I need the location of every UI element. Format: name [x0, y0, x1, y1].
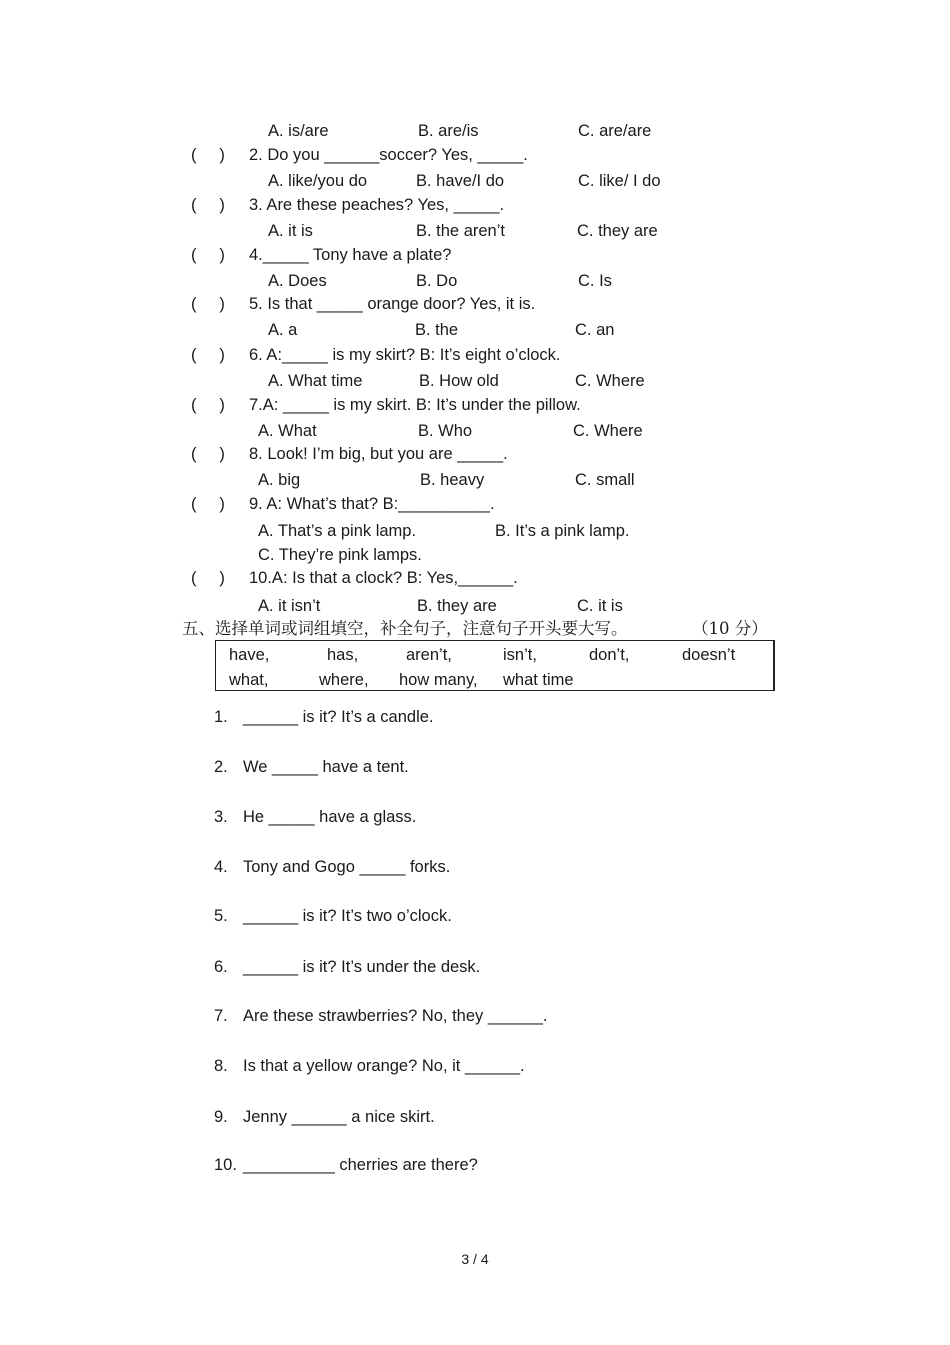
item-text: Is that a yellow orange? No, it ______. [243, 1057, 525, 1075]
option-b: B. Do [416, 272, 458, 290]
word-bank-item: isn’t, [503, 646, 537, 664]
item-text: ______ is it? It’s under the desk. [243, 958, 481, 976]
answer-paren: ( ) [191, 146, 225, 164]
question-stem: 7.A: _____ is my skirt. B: It’s under the pillow. [249, 396, 581, 414]
word-bank-item: have, [229, 646, 270, 664]
word-bank-item: what time [503, 671, 574, 689]
word-bank-item: how many, [399, 671, 478, 689]
answer-paren: ( ) [191, 346, 225, 364]
option-a: A. big [258, 471, 301, 489]
question-stem: 4._____ Tony have a plate? [249, 246, 452, 264]
word-bank-item: aren’t, [406, 646, 452, 664]
option-c: C. Where [575, 372, 645, 390]
page-number: 3 / 4 [461, 1251, 489, 1267]
item-number: 4. [214, 858, 228, 876]
answer-paren: ( ) [191, 569, 225, 587]
option-c: C. like/ I do [578, 172, 661, 190]
item-number: 2. [214, 758, 228, 776]
option-c: C. it is [577, 597, 623, 615]
option-b: B. the [415, 321, 459, 339]
option-c: C. Is [578, 272, 612, 290]
option-a: A. What time [268, 372, 363, 390]
item-number: 7. [214, 1007, 228, 1025]
section-heading: 五、选择单词或词组填空，补全句子，注意句子开头要大写。 [182, 619, 628, 638]
option-a: A. it isn’t [258, 597, 321, 615]
question-stem: 8. Look! I’m big, but you are _____. [249, 445, 508, 463]
question-stem: 6. A:_____ is my skirt? B: It’s eight o’clock. [249, 346, 561, 364]
item-text: ______ is it? It’s two o’clock. [243, 907, 452, 925]
word-bank-item: where, [319, 671, 369, 689]
item-text: Jenny ______ a nice skirt. [243, 1108, 435, 1126]
answer-paren: ( ) [191, 495, 225, 513]
question-stem: 5. Is that _____ orange door? Yes, it is. [249, 295, 536, 313]
item-number: 9. [214, 1108, 228, 1126]
option-a: A. Does [268, 272, 327, 290]
question-stem: 9. A: What’s that? B:__________. [249, 495, 495, 513]
answer-paren: ( ) [191, 196, 225, 214]
option-b: B. they are [417, 597, 497, 615]
q1-option-c: C. are/are [578, 122, 652, 140]
answer-paren: ( ) [191, 246, 225, 264]
q1-option-b: B. are/is [418, 122, 479, 140]
item-text: He _____ have a glass. [243, 808, 417, 826]
answer-paren: ( ) [191, 445, 225, 463]
item-number: 3. [214, 808, 228, 826]
question-stem: 10.A: Is that a clock? B: Yes,______. [249, 569, 518, 587]
item-text: Tony and Gogo _____ forks. [243, 858, 451, 876]
option-b: B. heavy [420, 471, 485, 489]
item-text: Are these strawberries? No, they ______. [243, 1007, 548, 1025]
option-a: A. it is [268, 222, 313, 240]
item-text: __________ cherries are there? [243, 1156, 478, 1174]
option-c: C. small [575, 471, 635, 489]
option-c: C. Where [573, 422, 643, 440]
word-bank-item: what, [229, 671, 269, 689]
word-bank-item: has, [327, 646, 359, 664]
item-text: ______ is it? It’s a candle. [243, 708, 434, 726]
section-score: （10 分） [692, 619, 768, 638]
answer-paren: ( ) [191, 396, 225, 414]
option-b: B. How old [419, 372, 499, 390]
option-b: B. It’s a pink lamp. [495, 522, 630, 540]
question-stem: 3. Are these peaches? Yes, _____. [249, 196, 505, 214]
question-stem: 2. Do you ______soccer? Yes, _____. [249, 146, 528, 164]
item-number: 10. [214, 1156, 237, 1174]
answer-paren: ( ) [191, 295, 225, 313]
option-a: A. a [268, 321, 298, 339]
option-a: A. What [258, 422, 317, 440]
option-a: A. That’s a pink lamp. [258, 522, 417, 540]
word-bank-item: doesn’t [682, 646, 736, 664]
item-number: 1. [214, 708, 228, 726]
item-number: 8. [214, 1057, 228, 1075]
option-c: C. an [575, 321, 615, 339]
option-b: B. Who [418, 422, 473, 440]
item-text: We _____ have a tent. [243, 758, 409, 776]
q1-option-a: A. is/are [268, 122, 329, 140]
option-a: A. like/you do [268, 172, 368, 190]
item-number: 6. [214, 958, 228, 976]
option-b: B. have/I do [416, 172, 505, 190]
option-c: C. they are [577, 222, 658, 240]
word-bank-item: don’t, [589, 646, 630, 664]
item-number: 5. [214, 907, 228, 925]
option-c: C. They’re pink lamps. [258, 546, 422, 564]
option-b: B. the aren’t [416, 222, 505, 240]
